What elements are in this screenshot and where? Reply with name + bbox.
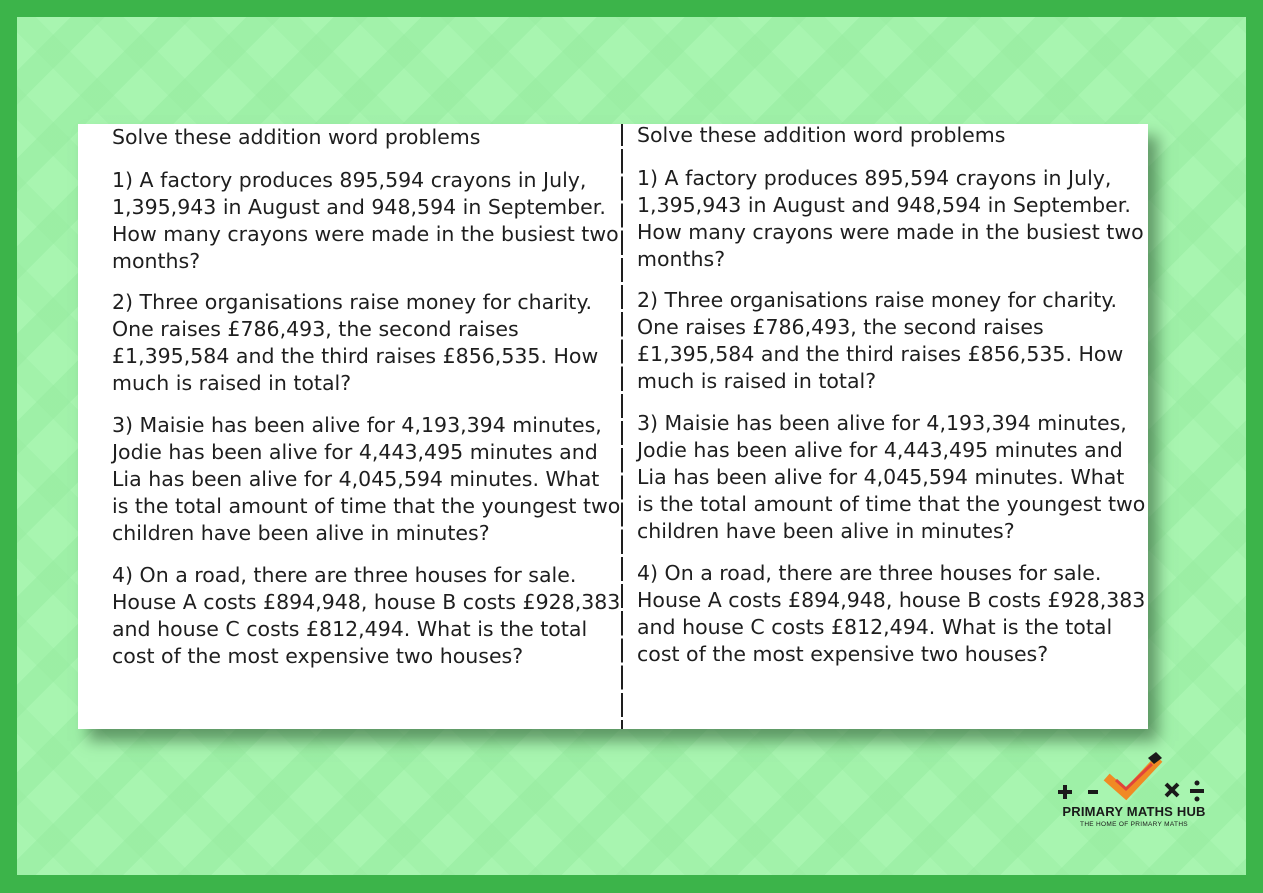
- divide-icon: [1190, 781, 1204, 802]
- worksheet-right-copy: [637, 122, 1147, 727]
- logo-name: PRIMARY MATHS HUB: [1062, 804, 1206, 819]
- worksheet-left-copy: [112, 124, 622, 729]
- question-2: 2) Three organisations raise money for charity. One raises £786,493, the second raises £1,395,584 and the third raises £856,535. How much is raised in total?: [637, 288, 1124, 393]
- question-3: 3) Maisie has been alive for 4,193,394 minutes, Jodie has been alive for 4,443,495 minutes and Lia has been alive for 4,045,594 minutes. What is the total amount of time that the youngest two children have been alive in minutes?: [637, 411, 1146, 543]
- question-4: 4) On a road, there are three houses for sale. House A costs £894,948, house B costs £928,383 and house C costs £812,494. What is the total cost of the most expensive two houses?: [112, 563, 621, 668]
- times-icon: [1166, 784, 1178, 796]
- maths-symbols-graphic: [1044, 752, 1224, 804]
- check-icon: [1110, 762, 1156, 794]
- worksheet: [78, 124, 1148, 729]
- plus-icon: [1058, 785, 1072, 799]
- question-3: 3) Maisie has been alive for 4,193,394 minutes, Jodie has been alive for 4,443,495 minutes and Lia has been alive for 4,045,594 minutes. What is the total amount of time that the youngest two children have been alive in minutes?: [112, 413, 621, 545]
- question-1: 1) A factory produces 895,594 crayons in July, 1,395,943 in August and 948,594 in September. How many crayons were made in the busiest two months?: [112, 168, 619, 273]
- worksheet-title: Solve these addition word problems: [637, 123, 1006, 147]
- cut-line-divider: [621, 124, 623, 729]
- primary-maths-hub-logo: [1044, 752, 1224, 832]
- question-2: 2) Three organisations raise money for charity. One raises £786,493, the second raises £1,395,584 and the third raises £856,535. How much is raised in total?: [112, 290, 599, 395]
- worksheet-title: Solve these addition word problems: [112, 125, 481, 149]
- logo-tagline: THE HOME OF PRIMARY MATHS: [1080, 821, 1188, 828]
- question-4: 4) On a road, there are three houses for sale. House A costs £894,948, house B costs £928,383 and house C costs £812,494. What is the total cost of the most expensive two houses?: [637, 561, 1146, 666]
- minus-icon: [1088, 790, 1098, 794]
- question-1: 1) A factory produces 895,594 crayons in July, 1,395,943 in August and 948,594 in September. How many crayons were made in the busiest two months?: [637, 166, 1144, 271]
